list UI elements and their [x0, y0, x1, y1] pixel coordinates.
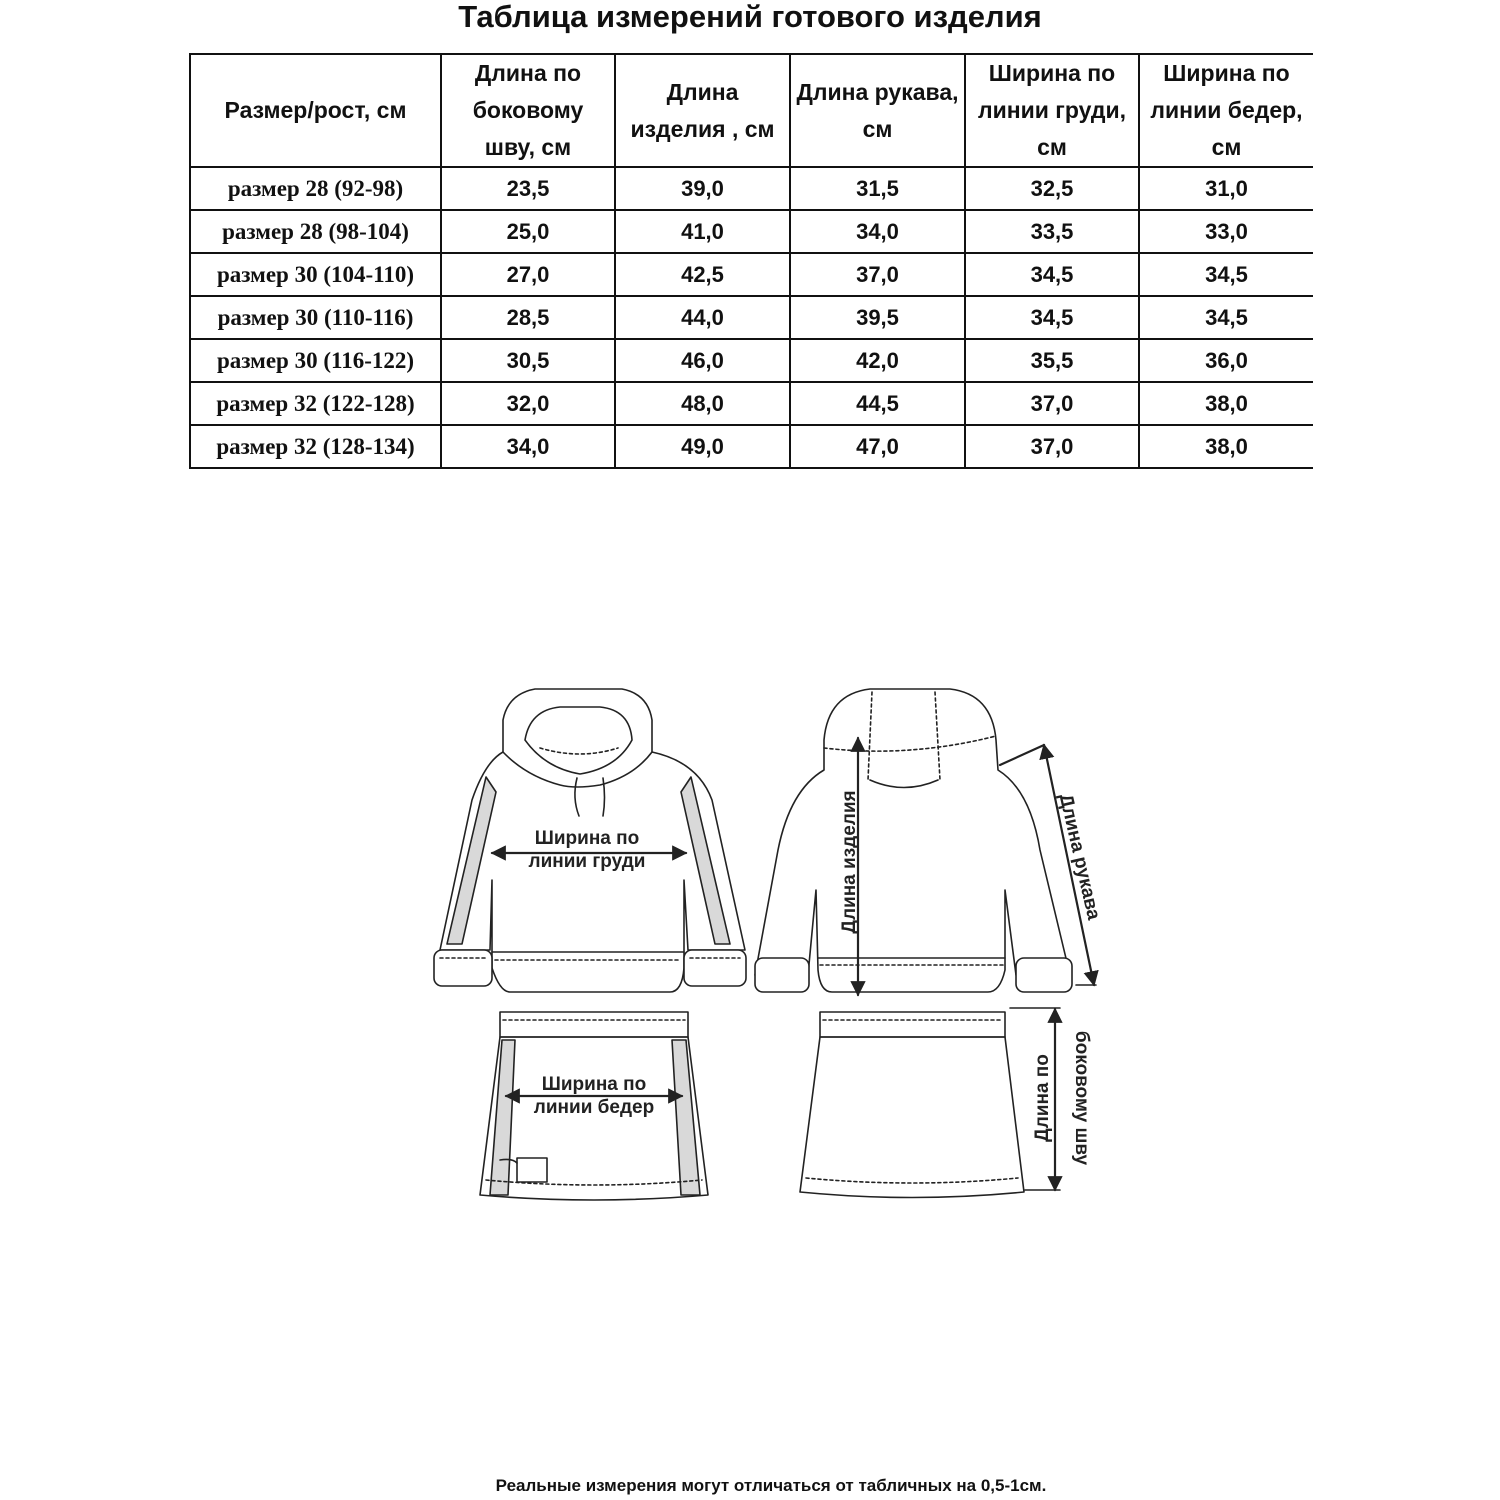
cell-sleeve-length: 34,0: [790, 210, 965, 253]
garment-sketch: [0, 680, 1500, 1210]
sleeve-length-label: Длина рукава: [1054, 791, 1105, 922]
cell-chest-width: 37,0: [965, 382, 1139, 425]
table-row: [190, 425, 1313, 468]
cell-side-seam: 28,5: [441, 296, 615, 339]
table-row: [190, 296, 1313, 339]
table-row: [190, 382, 1313, 425]
cell-sleeve-length: 39,5: [790, 296, 965, 339]
chest-width-label: линии груди: [528, 851, 646, 872]
cell-size: размер 28 (98-104): [190, 210, 441, 253]
chest-width-label: Ширина по: [534, 828, 640, 849]
cell-chest-width: 37,0: [965, 425, 1139, 468]
cell-garment-length: 48,0: [615, 382, 790, 425]
cell-side-seam: 30,5: [441, 339, 615, 382]
table-header-row: [190, 54, 1313, 167]
header-hip-width: Ширина по линии бедер, см: [1139, 54, 1313, 167]
cell-side-seam: 27,0: [441, 253, 615, 296]
cell-garment-length: 44,0: [615, 296, 790, 339]
side-seam-label: боковому шву: [1071, 1030, 1092, 1166]
cell-hip-width: 38,0: [1139, 425, 1313, 468]
cell-size: размер 28 (92-98): [190, 167, 441, 210]
table-row: [190, 210, 1313, 253]
hip-width-label: Ширина по: [541, 1074, 647, 1095]
cell-size: размер 32 (122-128): [190, 382, 441, 425]
cell-hip-width: 34,5: [1139, 296, 1313, 339]
cell-side-seam: 32,0: [441, 382, 615, 425]
cell-sleeve-length: 31,5: [790, 167, 965, 210]
cell-size: размер 30 (104-110): [190, 253, 441, 296]
cell-size: размер 30 (116-122): [190, 339, 441, 382]
skirt-back-drawing: [800, 1012, 1024, 1198]
cell-chest-width: 34,5: [965, 253, 1139, 296]
cell-side-seam: 25,0: [441, 210, 615, 253]
cell-hip-width: 36,0: [1139, 339, 1313, 382]
garment-length-label: Длина изделия: [839, 790, 860, 934]
table-row: [190, 339, 1313, 382]
hoodie-back-drawing: [755, 689, 1072, 992]
cell-garment-length: 46,0: [615, 339, 790, 382]
cell-hip-width: 33,0: [1139, 210, 1313, 253]
header-sleeve-length: Длина рукава, см: [790, 54, 965, 167]
header-chest-width: Ширина по линии груди, см: [965, 54, 1139, 167]
cell-size: размер 32 (128-134): [190, 425, 441, 468]
cell-chest-width: 34,5: [965, 296, 1139, 339]
cell-chest-width: 32,5: [965, 167, 1139, 210]
cell-side-seam: 34,0: [441, 425, 615, 468]
cell-chest-width: 33,5: [965, 210, 1139, 253]
page-title: Таблица измерений готового изделия: [458, 0, 1042, 34]
cell-garment-length: 49,0: [615, 425, 790, 468]
footnote: Реальные измерения могут отличаться от табличных на 0,5-1см.: [495, 1476, 1047, 1495]
cell-chest-width: 35,5: [965, 339, 1139, 382]
cell-garment-length: 42,5: [615, 253, 790, 296]
cell-hip-width: 31,0: [1139, 167, 1313, 210]
table-row: [190, 167, 1313, 210]
header-garment-length: Длина изделия , см: [615, 54, 790, 167]
cell-side-seam: 23,5: [441, 167, 615, 210]
size-table: [189, 53, 1313, 469]
cell-hip-width: 34,5: [1139, 253, 1313, 296]
cell-garment-length: 39,0: [615, 167, 790, 210]
cell-sleeve-length: 47,0: [790, 425, 965, 468]
hip-width-label: линии бедер: [533, 1097, 655, 1118]
sleeve-length-arrow: [1000, 745, 1044, 765]
cell-size: размер 30 (110-116): [190, 296, 441, 339]
cell-sleeve-length: 37,0: [790, 253, 965, 296]
header-side-seam: Длина по боковому шву, см: [441, 54, 615, 167]
cell-garment-length: 41,0: [615, 210, 790, 253]
side-seam-label: Длина по: [1032, 1054, 1053, 1142]
cell-sleeve-length: 44,5: [790, 382, 965, 425]
header-size: Размер/рост, см: [190, 54, 441, 167]
cell-hip-width: 38,0: [1139, 382, 1313, 425]
table-row: [190, 253, 1313, 296]
cell-sleeve-length: 42,0: [790, 339, 965, 382]
